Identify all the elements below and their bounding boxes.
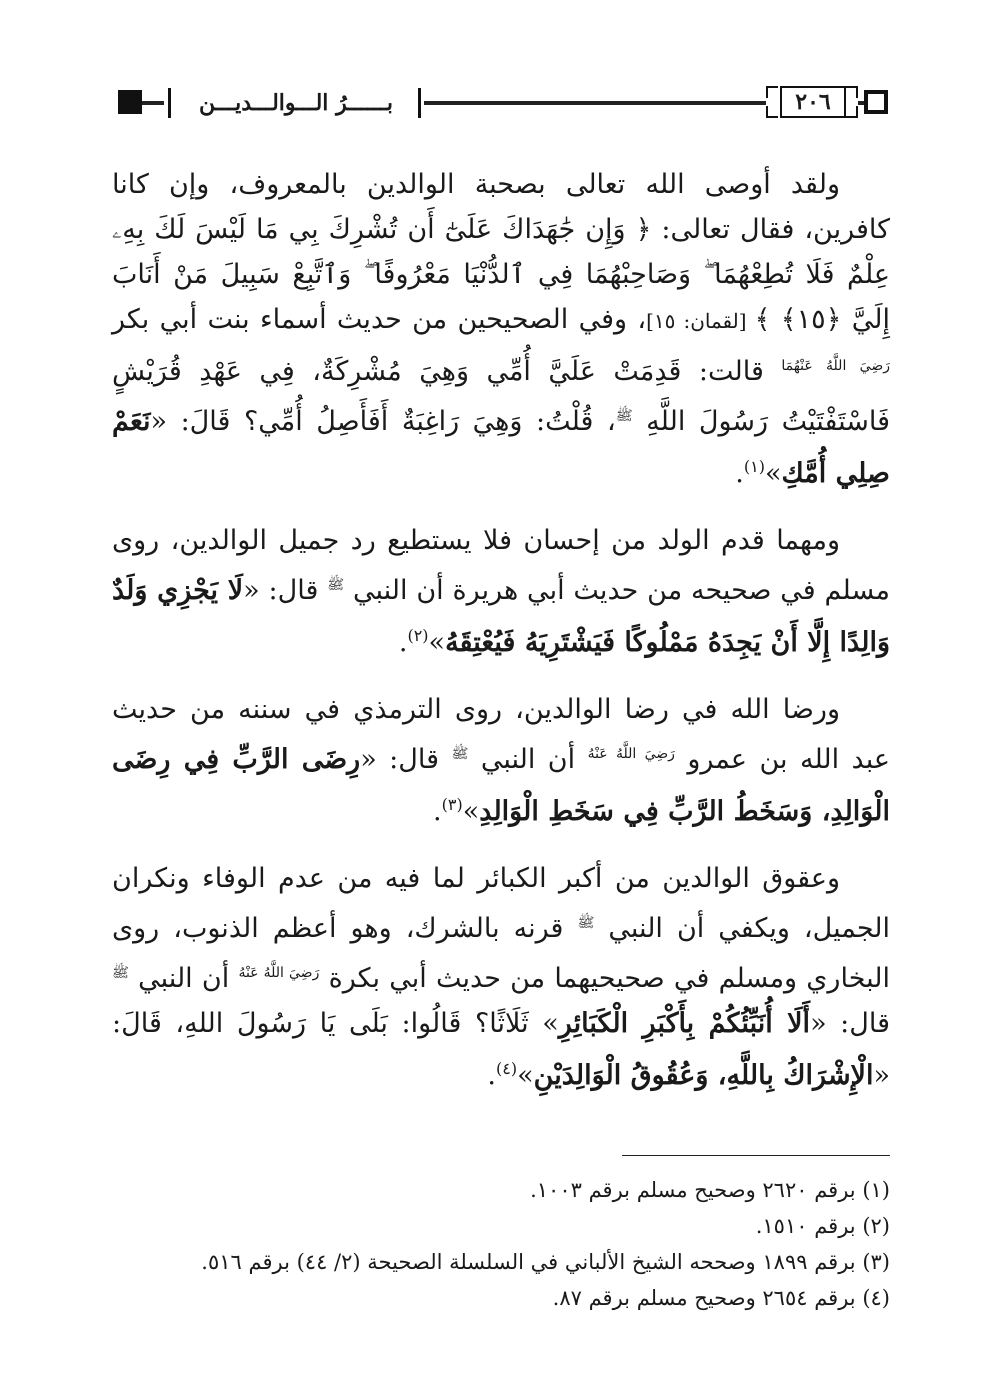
- footnote-marker: (٢): [407, 626, 429, 645]
- page-number-frame: [766, 86, 858, 118]
- paragraph: وعقوق الوالدين من أكبر الكبائر لما فيه من عدم الوفاء ونكران الجميل، ويكفي أن النبي $^ﷺ$ قرنه بالشرك، وهو أعظم الذنوب، روى البخاري ومسلم في صحيحيهما من حديث أبي بكرة $^{رَضِيَ اللَّهُ عَنْهُ}$ أن النبي $^ﷺ$ قال: «أَلَا أُنَبِّئُكُمْ بِأَكْبَرِ الْكَبَائِرِ» ثَلَاثًا؟ قَالُوا: بَلَى يَا رَسُولَ اللهِ، قَالَ: «الْإِشْرَاكُ بِاللَّهِ، وَعُقُوقُ الْوَالِدَيْنِ»$^{(٤)}$.: [112, 863, 891, 1091]
- hadith-text: الْإِشْرَاكُ بِاللَّهِ، وَعُقُوقُ الْوَالِدَيْنِ: [533, 1060, 874, 1091]
- main-text: [112, 162, 890, 1120]
- paragraph: ولقد أوصى الله تعالى بصحبة الوالدين بالمعروف، وإن كانا كافرين، فقال تعالى: ﴿ وَإِن جَٰهَدَاكَ عَلَىٰٓ أَن تُشْرِكَ بِي مَا لَيْسَ لَكَ بِهِۦ عِلْمٌ فَلَا تُطِعْهُمَا ۖ وَصَاحِبْهُمَا فِي ٱلدُّنْيَا مَعْرُوفًا ۖ وَٱتَّبِعْ سَبِيلَ مَنْ أَنَابَ إِلَيَّ ﴿١٥﴾ ﴾ [لقمان: ١٥]، وفي الصحيحين من حديث أسماء بنت أبي بكر $^{رَضِيَ اللَّهُ عَنْهُمَا}$ قالت: قَدِمَتْ عَلَيَّ أُمِّي وَهِيَ مُشْرِكَةٌ، فِي عَهْدِ قُرَيْشٍ فَاسْتَفْتَيْتُ رَسُولَ اللَّهِ $^ﷺ$، قُلْتُ: وَهِيَ رَاغِبَةٌ أَفَأَصِلُ أُمِّي؟ قَالَ: «نَعَمْ صِلِي أُمَّكِ»$^{(١)}$.: [112, 169, 891, 489]
- quran-verse: ﴿ وَإِن جَٰهَدَاكَ عَلَىٰٓ أَن تُشْرِكَ بِي مَا لَيْسَ لَكَ بِهِۦ عِلْمٌ فَلَا تُطِعْهُمَا ۖ وَصَاحِبْهُمَا فِي ٱلدُّنْيَا مَعْرُوفًا ۖ وَٱتَّبِعْ سَبِيلَ مَنْ أَنَابَ إِلَيَّ ﴿١٥﴾ ﴾: [112, 214, 890, 335]
- salawat-glyph: ﷺ: [615, 408, 633, 424]
- running-title: بــــــرُ الـــوالـــديـــن: [198, 90, 393, 116]
- footnote: (٣) برقم ١٨٩٩ وصححه الشيخ الألباني في السلسلة الصحيحة (٢/ ٤٤) برقم ٥١٦.: [201, 1250, 890, 1274]
- footnote-marker: (٣): [441, 795, 463, 814]
- footnote: (١) برقم ٢٦٢٠ وصحيح مسلم برقم ١٠٠٣.: [530, 1178, 890, 1202]
- footnote: (٢) برقم ١٥١٠.: [755, 1214, 890, 1238]
- hadith-text: نَعَمْ صِلِي أُمَّكِ: [112, 406, 890, 489]
- honorific-glyph: رَضِيَ اللَّهُ عَنْهُ: [238, 965, 320, 981]
- page-header: [118, 88, 888, 122]
- header-left-square: [118, 90, 142, 114]
- hadith-text: لَا يَجْزِي وَلَدٌ وَالِدًا إِلَّا أَنْ يَجِدَهُ مَمْلُوكًا فَيَشْتَرِيَهُ فَيُعْتِقَهُ: [112, 575, 890, 658]
- salawat-glyph: ﷺ: [451, 746, 469, 762]
- salawat-glyph: ﷺ: [577, 915, 595, 931]
- salawat-glyph: ﷺ: [112, 965, 129, 981]
- salawat-glyph: ﷺ: [327, 577, 345, 593]
- honorific-glyph: رَضِيَ اللَّهُ عَنْهُمَا: [781, 358, 890, 374]
- footnotes: [112, 1172, 890, 1316]
- honorific-glyph: رَضِيَ اللَّهُ عَنْهُ: [587, 746, 675, 762]
- page-number: ٢٠٦: [780, 86, 846, 118]
- header-rule: [424, 101, 766, 105]
- footnote: (٤) برقم ٢٦٥٤ وصحيح مسلم برقم ٨٧.: [552, 1286, 890, 1310]
- paragraph: ورضا الله في رضا الوالدين، روى الترمذي في سننه من حديث عبد الله بن عمرو $^{رَضِيَ اللَّهُ عَنْهُ}$ أن النبي $^ﷺ$ قال: «رِضَى الرَّبِّ فِي رِضَى الْوَالِدِ، وَسَخَطُ الرَّبِّ فِي سَخَطِ الْوَالِدِ»$^{(٣)}$.: [112, 694, 890, 827]
- header-right-square: [864, 90, 888, 114]
- header-rule: [142, 101, 164, 105]
- paragraph: ومهما قدم الولد من إحسان فلا يستطيع رد جميل الوالدين، روى مسلم في صحيحه من حديث أبي هريرة أن النبي $^ﷺ$ قال: «لَا يَجْزِي وَلَدٌ وَالِدًا إِلَّا أَنْ يَجِدَهُ مَمْلُوكًا فَيَشْتَرِيَهُ فَيُعْتِقَهُ»$^{(٢)}$.: [112, 525, 890, 658]
- header-divider: [418, 88, 421, 118]
- hadith-text: أَلَا أُنَبِّئُكُمْ بِأَكْبَرِ الْكَبَائِرِ: [558, 1008, 811, 1039]
- footnote-marker: (٤): [496, 1059, 518, 1078]
- verse-reference: [لقمان: ١٥]: [646, 309, 755, 333]
- footnote-marker: (١): [743, 457, 765, 476]
- footnote-separator: [622, 1155, 890, 1156]
- hadith-text: رِضَى الرَّبِّ فِي رِضَى الْوَالِدِ، وَسَخَطُ الرَّبِّ فِي سَخَطِ الْوَالِدِ: [112, 744, 890, 827]
- header-divider: [168, 88, 171, 118]
